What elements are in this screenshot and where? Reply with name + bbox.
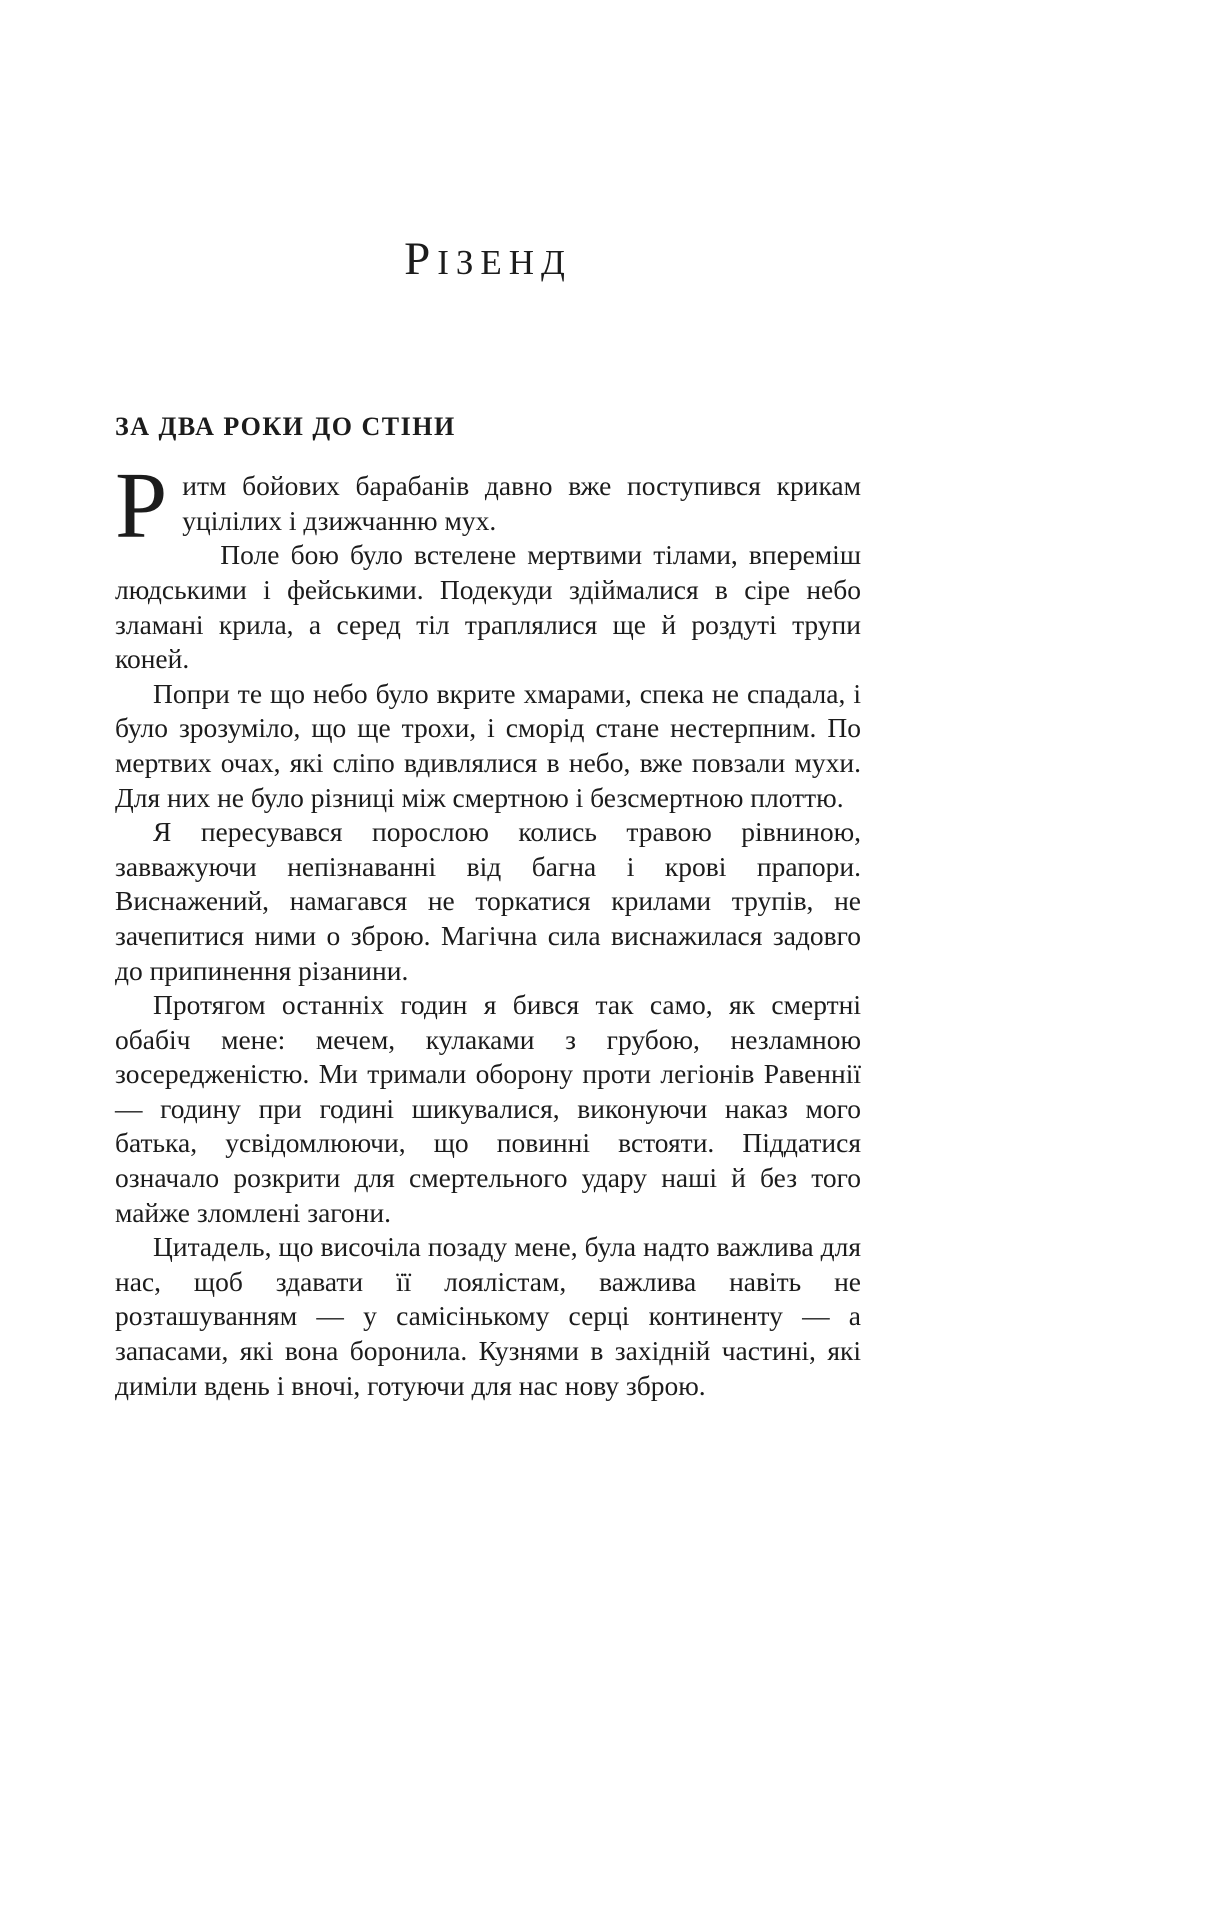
- section-heading: ЗА ДВА РОКИ ДО СТІНИ: [115, 412, 456, 441]
- chapter-title-rest: ІЗЕНД: [437, 243, 572, 282]
- chapter-title: [115, 233, 861, 285]
- opening-paragraph: [115, 454, 861, 559]
- paragraph: Протягом останніх годин я бився так само, як смертні обабіч мене: мечем, кулаками з грубою, незламною зосередженістю. Ми тримали оборону проти легіонів Равеннії — годину при годині шикувалися, виконуючи наказ мого батька, усвідомлюючи, що повинні встояти. Піддатися означало розкрити для смертельного удару наші й без того майже зломлені загони.: [115, 989, 861, 1228]
- drop-cap: Р: [115, 454, 168, 559]
- paragraph: Цитадель, що височіла позаду мене, була надто важлива для нас, щоб здавати її лоялістам, важлива навіть не розташуванням — у самісінькому серці континенту — а запасами, які вона боронила. Кузнями в західній частині, які диміли вдень і вночі, готуючи для нас нову зброю.: [115, 1231, 861, 1401]
- chapter-title-initial: Р: [404, 233, 438, 285]
- paragraph: Попри те що небо було вкрите хмарами, спека не спадала, і було зрозуміло, що ще трохи, і сморід стане нестерпним. По мертвих очах, які сліпо вдивлялися в небо, вже повзали мухи. Для них не було різниці між смертною і безсмертною плоттю.: [115, 677, 861, 813]
- opening-paragraph-text: итм бойових барабанів давно вже поступився крикам уцілілих і дзижчанню мух.: [182, 470, 861, 536]
- paragraph: Я пересувався порослою колись травою рівниною, завважуючи непізнаванні від багна і крові прапори. Виснажений, намагався не торкатися крилами трупів, не зачепитися ними о зброю. Магічна сила виснажилася задовго до припинення різанини.: [115, 816, 861, 986]
- text-column: [115, 0, 861, 1403]
- paragraph: Поле бою було встелене мертвими тілами, впереміш людськими і фейськими. Подекуди здіймалися в сіре небо зламані крила, а серед тіл траплялися ще й роздуті трупи коней.: [115, 539, 861, 675]
